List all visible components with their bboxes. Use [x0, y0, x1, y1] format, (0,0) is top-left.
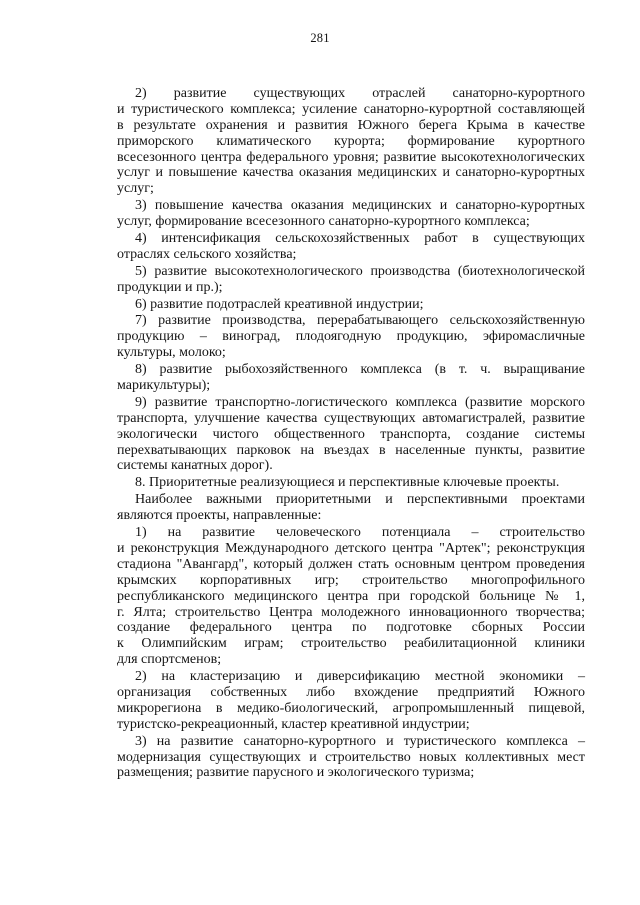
text-line: 7) развитие производства, перерабатывающего сельскохозяйственную [135, 313, 585, 329]
text-line: 2) на кластеризацию и диверсификацию местной экономики – [135, 669, 585, 685]
text-line: являются проекты, направленные: [117, 508, 322, 524]
text-line: республиканского медицинского центра при городской больнице № 1, [117, 588, 585, 604]
page-number: 281 [310, 31, 330, 45]
text-line: 9) развитие транспортно-логистического комплекса (развитие морского [135, 394, 585, 410]
text-line: 3) на развитие санаторно-курортного и туристического комплекса – [135, 733, 585, 749]
text-line: отраслях сельского хозяйства; [117, 246, 297, 262]
text-line: 4) интенсификация сельскохозяйственных работ в существующих [135, 231, 585, 247]
text-line: микрорегиона в медико-биологический, агропромышленный пищевой, [117, 700, 585, 716]
text-line: к Олимпийским играм; строительство реабилитационной клиники [117, 636, 585, 652]
text-line: стадиона "Авангард", который должен стать основным центром проведения [117, 556, 585, 572]
text-line: и туристического комплекса; усиление санаторно-курортной составляющей [117, 101, 585, 117]
body-text [117, 86, 585, 781]
text-line: 3) повышение качества оказания медицинских и санаторно-курортных [135, 198, 585, 214]
text-line: Наиболее важными приоритетными и перспективными проектами [135, 492, 585, 508]
text-line: культуры, молоко; [117, 345, 226, 361]
text-line: продукции и пр.); [117, 279, 223, 295]
text-line: организация собственных либо вхождение предприятий Южного [117, 684, 585, 700]
text-line: крымских корпоративных игр; строительство многопрофильного [117, 572, 585, 588]
text-line: перехватывающих парковок на въездах в населенные пункты, развитие [117, 442, 585, 458]
text-line: 8) развитие рыбохозяйственного комплекса (в т. ч. выращивание [135, 362, 585, 378]
text-line: экологически чистого общественного транспорта, создание системы [117, 426, 585, 442]
text-line: услуг; [117, 181, 154, 197]
text-line: 8. Приоритетные реализующиеся и перспективные ключевые проекты. [135, 475, 560, 491]
text-line: для спортсменов; [117, 652, 222, 668]
text-line: приморского климатического курорта; формирование курортного [117, 133, 585, 149]
text-line: 1) на развитие человеческого потенциала – строительство [135, 525, 585, 541]
text-line: 2) развитие существующих отраслей санаторно-курортного [135, 86, 585, 101]
text-line: 6) развитие подотраслей креативной индустрии; [135, 296, 424, 312]
text-line: системы канатных дорог). [117, 458, 273, 474]
text-line: 5) развитие высокотехнологического производства (биотехнологической [135, 263, 585, 279]
text-line: марикультуры); [117, 378, 211, 394]
text-line: транспорта, улучшение качества существующих автомагистралей, развитие [117, 410, 585, 426]
text-line: продукцию – виноград, плодоягодную продукцию, эфиромасличные [117, 329, 585, 345]
text-line: услуг, формирование всесезонного санаторно-курортного комплекса; [117, 214, 530, 230]
text-line: в результате охранения и развития Южного берега Крыма в качестве [117, 117, 585, 133]
text-line: услуг и повышение качества оказания медицинских и санаторно-курортных [117, 165, 585, 181]
text-line: модернизация существующих и строительство новых коллективных мест [117, 749, 585, 765]
text-line: создание федерального центра по подготовке сборных России [117, 620, 585, 636]
text-line: и реконструкция Международного детского центра "Артек"; реконструкция [117, 540, 585, 556]
text-line: г. Ялта; строительство Центра молодежного инновационного творчества; [117, 604, 585, 620]
text-line: всесезонного центра федерального уровня; развитие высокотехнологических [117, 149, 585, 165]
text-line: размещения; развитие парусного и экологического туризма; [117, 765, 475, 781]
text-line: туристско-рекреационный, кластер креативной индустрии; [117, 716, 470, 732]
